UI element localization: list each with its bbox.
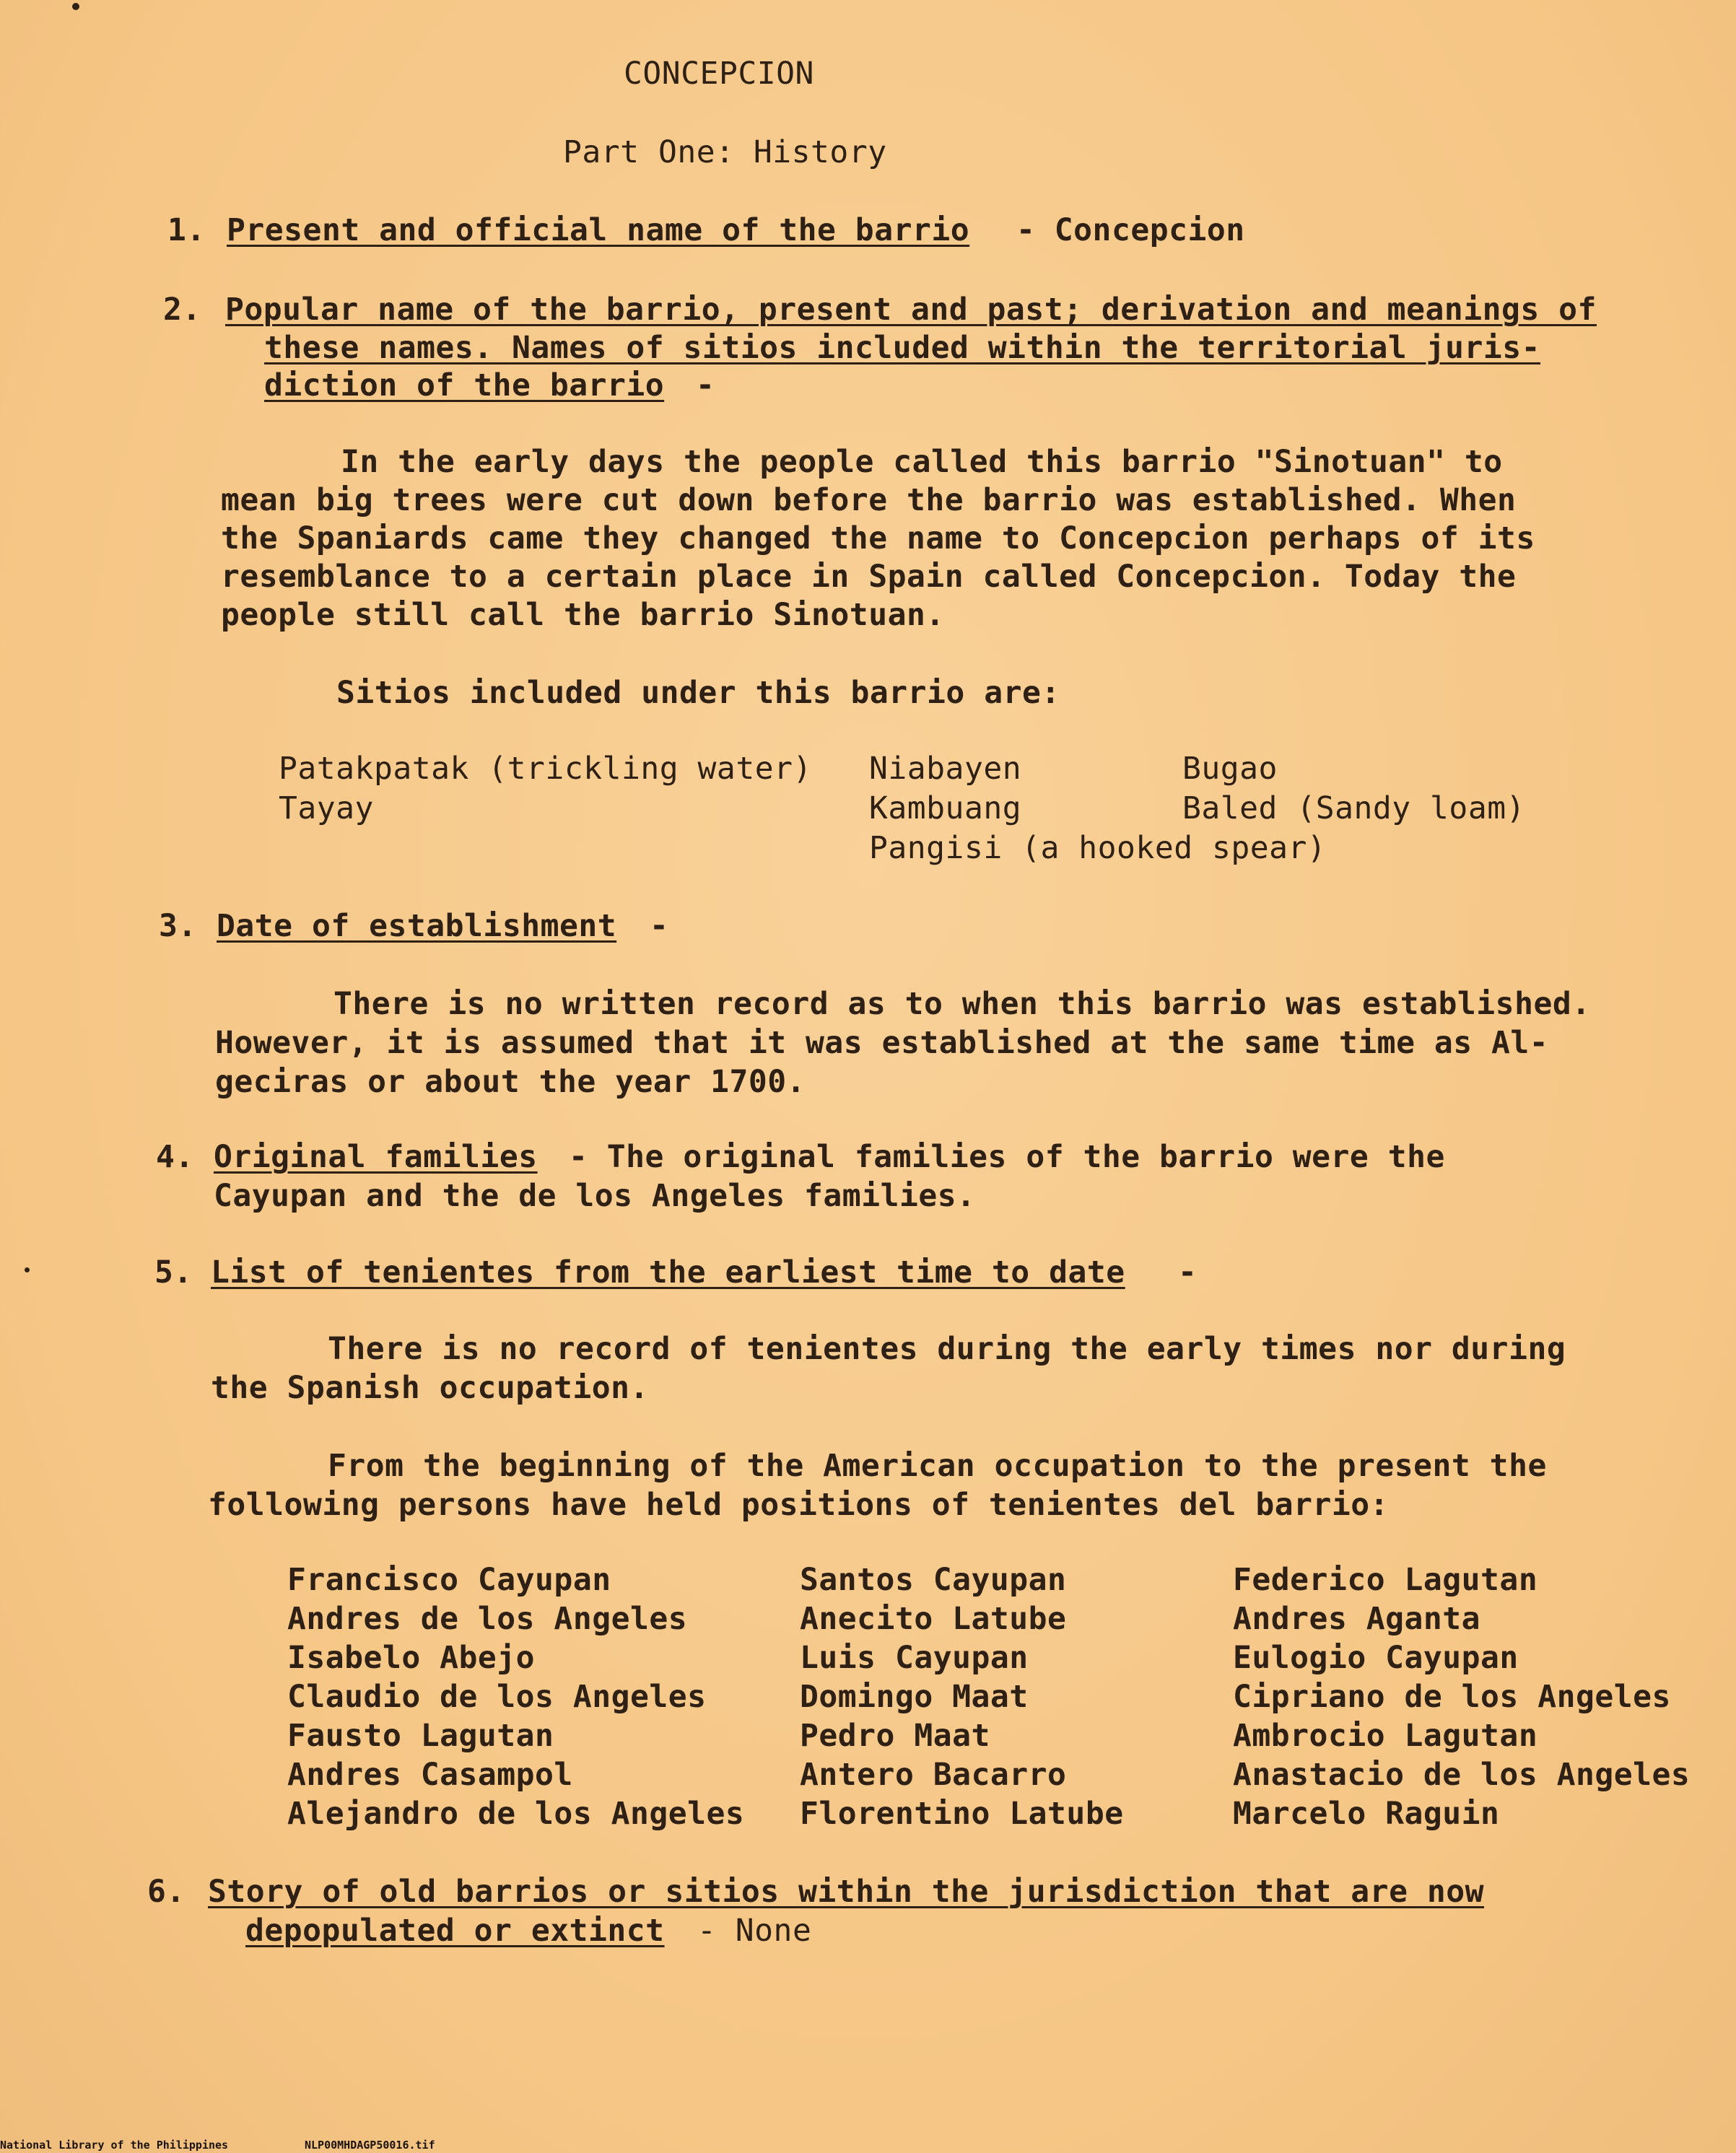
teniente-name: Alejandro de los Angeles [287, 1796, 745, 1832]
paragraph-line: There is no written record as to when this barrio was established. [333, 986, 1591, 1022]
ink-dot [25, 1267, 30, 1272]
item-5-label: List of tenientes from the earliest time to date [211, 1254, 1125, 1291]
teniente-name: Marcelo Raguin [1233, 1796, 1500, 1832]
item-2-label-line: diction of the barrio [264, 367, 665, 403]
item-3-dash: - [650, 908, 669, 944]
item-1-value: - Concepcion [1016, 212, 1245, 248]
teniente-name: Luis Cayupan [800, 1640, 1029, 1676]
sitio-name: Niabayen [869, 751, 1022, 787]
item-5-number: 5. [154, 1254, 193, 1291]
teniente-name: Federico Lagutan [1233, 1562, 1538, 1598]
teniente-name: Santos Cayupan [800, 1562, 1067, 1598]
page-subtitle: Part One: History [563, 134, 887, 170]
teniente-name: Andres de los Angeles [287, 1601, 688, 1637]
sitio-name: Baled (Sandy loam) [1182, 790, 1525, 826]
paragraph-line: In the early days the people called this barrio "Sinotuan" to [341, 444, 1503, 480]
item-3-number: 3. [159, 908, 197, 944]
item-3-label: Date of establishment [217, 908, 617, 944]
paragraph-line: From the beginning of the American occupation to the present the [328, 1448, 1547, 1484]
item-1-number: 1. [167, 212, 206, 248]
sitio-name: Bugao [1182, 751, 1278, 787]
item-6-label-line: depopulated or extinct [245, 1913, 665, 1949]
teniente-name: Francisco Cayupan [287, 1562, 611, 1598]
paragraph-line: the Spaniards came they changed the name to Concepcion perhaps of its [221, 520, 1535, 556]
item-2-dash: - [696, 367, 715, 403]
teniente-name: Cipriano de los Angeles [1233, 1679, 1671, 1715]
teniente-name: Ambrocio Lagutan [1233, 1718, 1538, 1754]
teniente-name: Florentino Latube [800, 1796, 1124, 1832]
item-6-value: - None [697, 1913, 812, 1949]
footer-file-name: NLP00MHDAGP50016.tif [305, 2139, 435, 2152]
teniente-name: Antero Bacarro [800, 1757, 1067, 1793]
paragraph-line: resemblance to a certain place in Spain called Concepcion. Today the [221, 559, 1517, 595]
page-title: CONCEPCION [624, 56, 814, 92]
item-1-label: Present and official name of the barrio [227, 212, 970, 248]
footer-library-name: National Library of the Philippines [0, 2139, 229, 2152]
teniente-name: Pedro Maat [800, 1718, 990, 1754]
ink-dot [72, 3, 79, 10]
sitio-name: Patakpatak (trickling water) [279, 751, 812, 787]
teniente-name: Eulogio Cayupan [1233, 1640, 1519, 1676]
teniente-name: Domingo Maat [800, 1679, 1029, 1715]
item-4-label: Original families [214, 1139, 538, 1175]
paragraph-line: geciras or about the year 1700. [215, 1064, 806, 1100]
paragraph-line: There is no record of tenientes during the early times nor during [328, 1331, 1566, 1367]
teniente-name: Andres Aganta [1233, 1601, 1481, 1637]
item-4-number: 4. [156, 1139, 194, 1175]
teniente-name: Claudio de los Angeles [287, 1679, 707, 1715]
item-5-dash: - [1178, 1254, 1198, 1291]
paragraph-line: people still call the barrio Sinotuan. [221, 597, 945, 633]
teniente-name: Anecito Latube [800, 1601, 1067, 1637]
sitio-name: Kambuang [869, 790, 1022, 826]
paragraph-line: mean big trees were cut down before the barrio was established. When [221, 482, 1517, 518]
item-2-label-line: Popular name of the barrio, present and past; derivation and meanings of [225, 292, 1597, 328]
sitios-intro: Sitios included under this barrio are: [336, 675, 1060, 711]
item-6-label-line: Story of old barrios or sitios within the jurisdiction that are now [208, 1874, 1485, 1910]
item-2-number: 2. [163, 292, 201, 328]
paragraph-line: following persons have held positions of tenientes del barrio: [208, 1487, 1390, 1523]
paragraph-line: However, it is assumed that it was established at the same time as Al- [215, 1025, 1549, 1061]
item-2-label-line: these names. Names of sitios included within the territorial juris- [264, 330, 1541, 366]
teniente-name: Andres Casampol [287, 1757, 573, 1793]
item-6-number: 6. [147, 1874, 186, 1910]
teniente-name: Isabelo Abejo [287, 1640, 536, 1676]
item-4-text: Cayupan and the de los Angeles families. [214, 1178, 976, 1214]
paragraph-line: the Spanish occupation. [211, 1370, 649, 1406]
teniente-name: Anastacio de los Angeles [1233, 1757, 1691, 1793]
sitio-name: Pangisi (a hooked spear) [869, 830, 1327, 866]
teniente-name: Fausto Lagutan [287, 1718, 554, 1754]
item-4-text: - The original families of the barrio were the [569, 1139, 1445, 1175]
sitio-name: Tayay [279, 790, 374, 826]
